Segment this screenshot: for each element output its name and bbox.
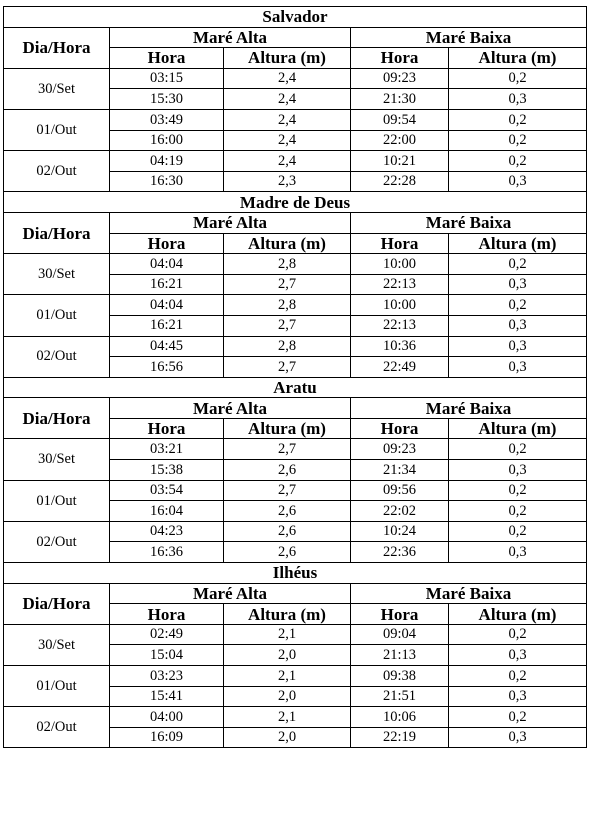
alta-altura-cell: 2,6 — [224, 460, 351, 481]
alta-hora-cell: 16:30 — [110, 171, 224, 192]
mare-alta-header: Maré Alta — [110, 212, 351, 233]
alta-hora-cell: 03:54 — [110, 480, 224, 501]
mare-baixa-header: Maré Baixa — [351, 212, 587, 233]
baixa-hora-cell: 21:30 — [351, 89, 449, 110]
day-label: 02/Out — [4, 336, 110, 377]
baixa-altura-cell: 0,3 — [449, 686, 587, 707]
table-row — [4, 336, 587, 357]
station-title-row — [4, 563, 587, 584]
baixa-hora-cell: 10:36 — [351, 336, 449, 357]
baixa-altura-cell: 0,3 — [449, 274, 587, 295]
alta-altura-cell: 2,0 — [224, 686, 351, 707]
alta-hora-cell: 03:49 — [110, 109, 224, 130]
table-row — [4, 439, 587, 460]
alta-altura-cell: 2,7 — [224, 439, 351, 460]
table-row — [4, 254, 587, 275]
baixa-hora-cell: 22:13 — [351, 274, 449, 295]
baixa-hora-cell: 22:19 — [351, 727, 449, 748]
alta-hora-cell: 04:00 — [110, 707, 224, 728]
baixa-altura-header: Altura (m) — [449, 604, 587, 625]
day-label: 01/Out — [4, 666, 110, 707]
alta-hora-header: Hora — [110, 418, 224, 439]
baixa-altura-cell: 0,3 — [449, 645, 587, 666]
baixa-hora-cell: 21:13 — [351, 645, 449, 666]
alta-altura-cell: 2,0 — [224, 645, 351, 666]
station-title-row — [4, 192, 587, 213]
baixa-hora-cell: 09:23 — [351, 439, 449, 460]
alta-altura-cell: 2,8 — [224, 254, 351, 275]
baixa-altura-cell: 0,2 — [449, 254, 587, 275]
alta-hora-cell: 16:04 — [110, 501, 224, 522]
baixa-hora-cell: 10:00 — [351, 254, 449, 275]
alta-hora-cell: 15:38 — [110, 460, 224, 481]
baixa-hora-cell: 21:51 — [351, 686, 449, 707]
baixa-hora-cell: 09:38 — [351, 666, 449, 687]
table-row — [4, 480, 587, 501]
alta-hora-cell: 16:21 — [110, 315, 224, 336]
dia-hora-header: Dia/Hora — [4, 212, 110, 253]
alta-hora-header: Hora — [110, 233, 224, 254]
day-label: 01/Out — [4, 295, 110, 336]
mare-alta-header: Maré Alta — [110, 583, 351, 604]
alta-hora-cell: 16:21 — [110, 274, 224, 295]
alta-altura-cell: 2,1 — [224, 666, 351, 687]
baixa-hora-cell: 09:23 — [351, 68, 449, 89]
table-row — [4, 521, 587, 542]
alta-altura-cell: 2,6 — [224, 542, 351, 563]
mare-baixa-header: Maré Baixa — [351, 27, 587, 48]
day-label: 30/Set — [4, 439, 110, 480]
alta-altura-cell: 2,8 — [224, 336, 351, 357]
baixa-hora-cell: 09:04 — [351, 624, 449, 645]
table-row — [4, 295, 587, 316]
alta-altura-header: Altura (m) — [224, 418, 351, 439]
baixa-hora-header: Hora — [351, 48, 449, 69]
baixa-hora-cell: 10:24 — [351, 521, 449, 542]
baixa-hora-cell: 22:00 — [351, 130, 449, 151]
alta-hora-cell: 04:45 — [110, 336, 224, 357]
alta-altura-cell: 2,7 — [224, 274, 351, 295]
alta-altura-header: Altura (m) — [224, 48, 351, 69]
alta-altura-cell: 2,3 — [224, 171, 351, 192]
baixa-altura-cell: 0,2 — [449, 151, 587, 172]
alta-altura-cell: 2,4 — [224, 89, 351, 110]
baixa-altura-cell: 0,2 — [449, 480, 587, 501]
alta-altura-cell: 2,7 — [224, 480, 351, 501]
station-title: Madre de Deus — [4, 192, 587, 213]
baixa-altura-cell: 0,3 — [449, 727, 587, 748]
station-title-row — [4, 7, 587, 28]
group-header-row — [4, 27, 587, 48]
alta-altura-cell: 2,4 — [224, 109, 351, 130]
baixa-altura-cell: 0,2 — [449, 439, 587, 460]
baixa-altura-cell: 0,2 — [449, 109, 587, 130]
alta-altura-cell: 2,4 — [224, 151, 351, 172]
alta-hora-header: Hora — [110, 604, 224, 625]
baixa-altura-cell: 0,3 — [449, 460, 587, 481]
alta-hora-header: Hora — [110, 48, 224, 69]
tide-table — [3, 6, 587, 748]
baixa-altura-header: Altura (m) — [449, 418, 587, 439]
table-row — [4, 68, 587, 89]
baixa-altura-cell: 0,2 — [449, 501, 587, 522]
table-row — [4, 624, 587, 645]
alta-hora-cell: 04:19 — [110, 151, 224, 172]
table-row — [4, 109, 587, 130]
station-title-row — [4, 377, 587, 398]
baixa-altura-header: Altura (m) — [449, 233, 587, 254]
alta-altura-cell: 2,6 — [224, 501, 351, 522]
baixa-altura-cell: 0,3 — [449, 171, 587, 192]
day-label: 01/Out — [4, 109, 110, 150]
mare-alta-header: Maré Alta — [110, 27, 351, 48]
mare-alta-header: Maré Alta — [110, 398, 351, 419]
group-header-row — [4, 398, 587, 419]
baixa-altura-cell: 0,2 — [449, 68, 587, 89]
baixa-hora-header: Hora — [351, 418, 449, 439]
alta-hora-cell: 16:00 — [110, 130, 224, 151]
day-label: 30/Set — [4, 254, 110, 295]
baixa-hora-cell: 10:00 — [351, 295, 449, 316]
day-label: 30/Set — [4, 624, 110, 665]
alta-hora-cell: 15:04 — [110, 645, 224, 666]
baixa-altura-cell: 0,2 — [449, 130, 587, 151]
baixa-hora-cell: 21:34 — [351, 460, 449, 481]
baixa-hora-header: Hora — [351, 604, 449, 625]
alta-altura-cell: 2,7 — [224, 357, 351, 378]
alta-altura-cell: 2,4 — [224, 68, 351, 89]
station-title: Salvador — [4, 7, 587, 28]
mare-baixa-header: Maré Baixa — [351, 583, 587, 604]
baixa-altura-cell: 0,2 — [449, 666, 587, 687]
dia-hora-header: Dia/Hora — [4, 27, 110, 68]
baixa-hora-cell: 10:06 — [351, 707, 449, 728]
dia-hora-header: Dia/Hora — [4, 398, 110, 439]
alta-hora-cell: 15:30 — [110, 89, 224, 110]
baixa-hora-cell: 09:56 — [351, 480, 449, 501]
table-row — [4, 151, 587, 172]
station-title: Aratu — [4, 377, 587, 398]
baixa-hora-header: Hora — [351, 233, 449, 254]
alta-altura-header: Altura (m) — [224, 604, 351, 625]
day-label: 02/Out — [4, 707, 110, 748]
alta-hora-cell: 03:21 — [110, 439, 224, 460]
alta-hora-cell: 16:36 — [110, 542, 224, 563]
alta-hora-cell: 04:23 — [110, 521, 224, 542]
baixa-altura-cell: 0,3 — [449, 542, 587, 563]
mare-baixa-header: Maré Baixa — [351, 398, 587, 419]
alta-altura-cell: 2,6 — [224, 521, 351, 542]
baixa-altura-cell: 0,2 — [449, 521, 587, 542]
baixa-altura-cell: 0,2 — [449, 624, 587, 645]
alta-altura-cell: 2,4 — [224, 130, 351, 151]
baixa-altura-cell: 0,2 — [449, 295, 587, 316]
baixa-hora-cell: 22:02 — [351, 501, 449, 522]
baixa-hora-cell: 22:13 — [351, 315, 449, 336]
day-label: 02/Out — [4, 151, 110, 192]
alta-altura-cell: 2,8 — [224, 295, 351, 316]
alta-hora-cell: 16:09 — [110, 727, 224, 748]
alta-altura-cell: 2,0 — [224, 727, 351, 748]
alta-hora-cell: 15:41 — [110, 686, 224, 707]
alta-hora-cell: 03:23 — [110, 666, 224, 687]
baixa-altura-cell: 0,3 — [449, 89, 587, 110]
baixa-altura-cell: 0,3 — [449, 336, 587, 357]
tide-table-body — [4, 7, 587, 748]
dia-hora-header: Dia/Hora — [4, 583, 110, 624]
day-label: 01/Out — [4, 480, 110, 521]
baixa-altura-cell: 0,3 — [449, 357, 587, 378]
alta-altura-cell: 2,1 — [224, 707, 351, 728]
baixa-hora-cell: 22:28 — [351, 171, 449, 192]
alta-hora-cell: 04:04 — [110, 295, 224, 316]
day-label: 02/Out — [4, 521, 110, 562]
baixa-altura-cell: 0,3 — [449, 315, 587, 336]
baixa-altura-cell: 0,2 — [449, 707, 587, 728]
day-label: 30/Set — [4, 68, 110, 109]
alta-hora-cell: 03:15 — [110, 68, 224, 89]
alta-hora-cell: 04:04 — [110, 254, 224, 275]
baixa-hora-cell: 22:36 — [351, 542, 449, 563]
alta-hora-cell: 02:49 — [110, 624, 224, 645]
alta-altura-cell: 2,7 — [224, 315, 351, 336]
alta-hora-cell: 16:56 — [110, 357, 224, 378]
baixa-hora-cell: 22:49 — [351, 357, 449, 378]
station-title: Ilhéus — [4, 563, 587, 584]
group-header-row — [4, 583, 587, 604]
alta-altura-header: Altura (m) — [224, 233, 351, 254]
table-row — [4, 707, 587, 728]
baixa-altura-header: Altura (m) — [449, 48, 587, 69]
group-header-row — [4, 212, 587, 233]
baixa-hora-cell: 10:21 — [351, 151, 449, 172]
table-row — [4, 666, 587, 687]
baixa-hora-cell: 09:54 — [351, 109, 449, 130]
alta-altura-cell: 2,1 — [224, 624, 351, 645]
